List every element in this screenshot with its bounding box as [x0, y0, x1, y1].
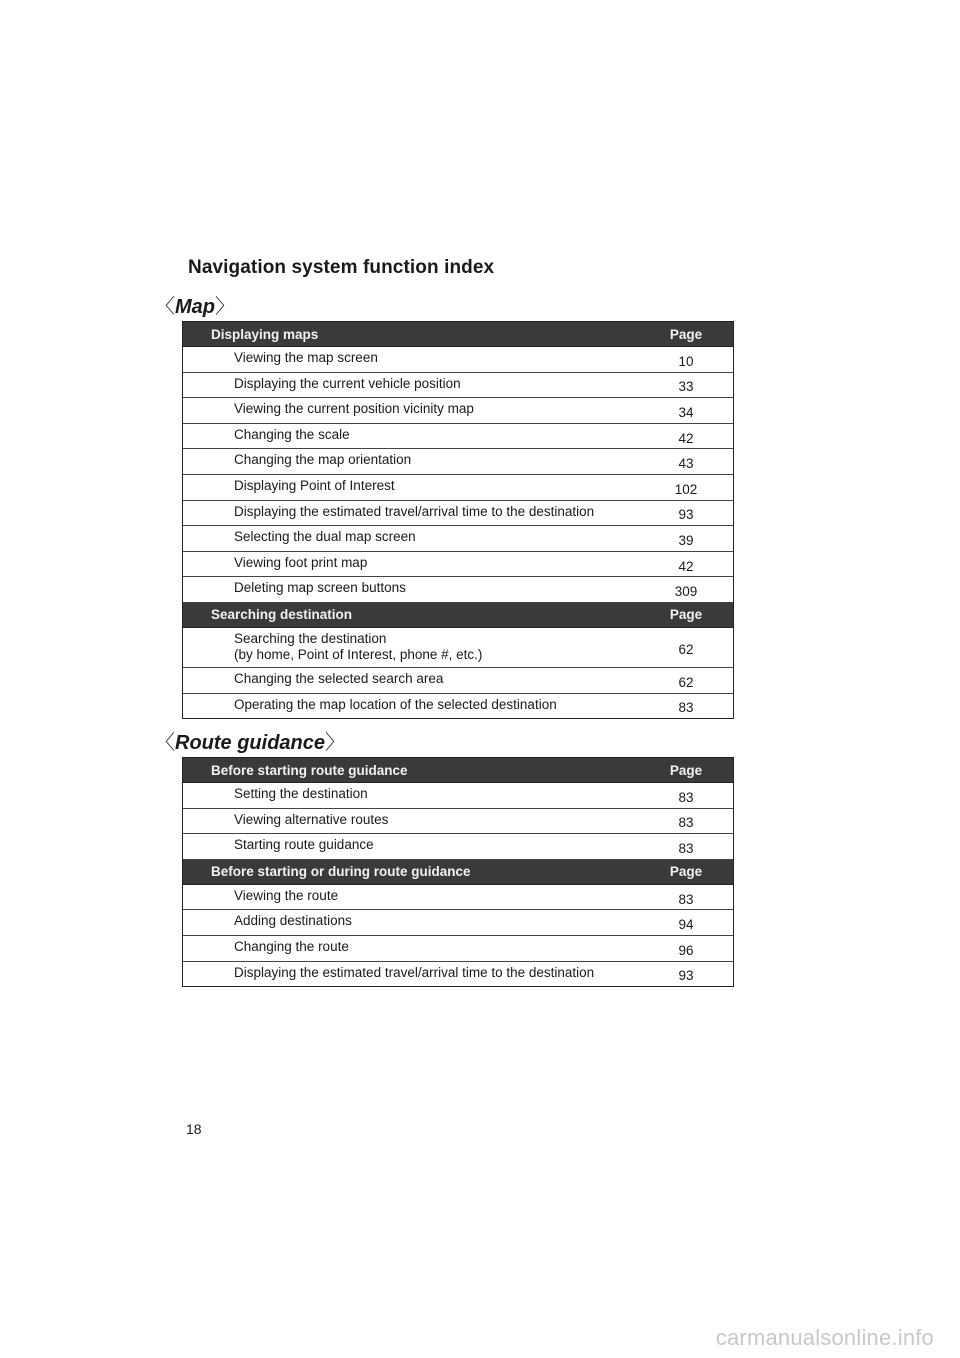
group-header — [183, 603, 733, 628]
group-header-label: Searching destination — [211, 607, 353, 623]
row-label: Displaying Point of Interest — [234, 477, 395, 493]
row-page: 42 — [678, 430, 694, 446]
row-label: Changing the scale — [234, 426, 350, 442]
table-row — [183, 936, 733, 962]
row-label: Viewing foot print map — [234, 554, 368, 570]
row-page: 62 — [678, 674, 694, 690]
table-row — [183, 910, 733, 936]
row-label: Adding destinations — [234, 913, 352, 929]
table-row — [183, 694, 733, 719]
row-page: 83 — [678, 700, 694, 716]
row-page: 83 — [678, 891, 694, 907]
section-heading-label: Map — [175, 296, 215, 318]
section-heading-route-guidance — [155, 726, 345, 755]
watermark-text: carmanualsonline.info — [715, 1325, 934, 1350]
route-guidance-index-table — [182, 757, 734, 987]
row-label: Searching the destination (by home, Point of Interest, phone #, etc.) — [234, 630, 483, 662]
row-label: Operating the map location of the selected destination — [234, 696, 557, 712]
table-row — [183, 783, 733, 809]
row-label: Displaying the estimated travel/arrival time to the destination — [234, 964, 595, 980]
table-row — [183, 577, 733, 603]
right-angle-bracket: 〉 — [215, 296, 235, 318]
page-title: Navigation system function index — [188, 257, 495, 278]
row-page: 83 — [678, 815, 694, 831]
row-label: Displaying the estimated travel/arrival time to the destination — [234, 503, 595, 519]
page-column-header: Page — [669, 864, 703, 880]
row-page: 34 — [678, 404, 694, 420]
row-page: 96 — [678, 942, 694, 958]
row-label: Starting route guidance — [234, 837, 374, 853]
row-label: Viewing alternative routes — [234, 811, 389, 827]
row-label: Viewing the route — [234, 887, 339, 903]
right-angle-bracket: 〉 — [325, 732, 346, 754]
group-header — [183, 322, 733, 347]
row-page: 39 — [678, 532, 694, 548]
row-label: Setting the destination — [234, 786, 368, 801]
table-row — [183, 475, 733, 501]
row-page: 309 — [674, 584, 698, 600]
row-label: Displaying the current vehicle position — [234, 375, 461, 391]
table-row — [183, 373, 733, 399]
section-heading-label: Route guidance — [175, 732, 326, 754]
table-row — [183, 552, 733, 578]
table-row — [183, 501, 733, 527]
table-row — [183, 885, 733, 911]
table-row — [183, 398, 733, 424]
row-page: 93 — [678, 507, 694, 523]
row-page: 62 — [678, 641, 694, 657]
group-header-label: Before starting route guidance — [211, 762, 408, 778]
row-page: 93 — [678, 968, 694, 984]
row-label: Viewing the current position vicinity map — [234, 401, 474, 417]
left-angle-bracket: 〈 — [155, 296, 175, 318]
page-column-header: Page — [669, 762, 703, 778]
table-row — [183, 962, 733, 987]
group-header-label: Before starting or during route guidance — [211, 864, 471, 880]
row-page: 10 — [678, 353, 694, 369]
row-label: Changing the map orientation — [234, 452, 412, 468]
row-page: 83 — [678, 840, 694, 856]
group-header — [183, 860, 733, 885]
row-page: 83 — [678, 789, 694, 805]
row-page: 94 — [678, 917, 694, 933]
table-row — [183, 526, 733, 552]
table-row — [183, 347, 733, 373]
left-angle-bracket: 〈 — [155, 732, 175, 754]
row-label: Changing the selected search area — [234, 670, 444, 686]
row-label: Changing the route — [234, 938, 349, 954]
group-header-label: Displaying maps — [211, 326, 319, 342]
page-number: 18 — [186, 1121, 202, 1137]
page-column-header: Page — [669, 607, 703, 623]
row-label: Selecting the dual map screen — [234, 529, 416, 545]
section-heading-map — [155, 290, 235, 319]
row-label: Deleting map screen buttons — [234, 580, 406, 596]
page-column-header: Page — [669, 326, 703, 342]
row-page: 102 — [674, 481, 698, 497]
table-row — [183, 809, 733, 835]
row-page: 33 — [678, 379, 694, 395]
row-label: Viewing the map screen — [234, 350, 378, 365]
row-page: 42 — [678, 558, 694, 574]
table-row — [183, 834, 733, 860]
table-row — [183, 668, 733, 694]
table-row — [183, 628, 733, 668]
map-index-table — [182, 321, 734, 719]
group-header — [183, 758, 733, 783]
table-row — [183, 424, 733, 450]
row-page: 43 — [678, 456, 694, 472]
table-row — [183, 449, 733, 475]
